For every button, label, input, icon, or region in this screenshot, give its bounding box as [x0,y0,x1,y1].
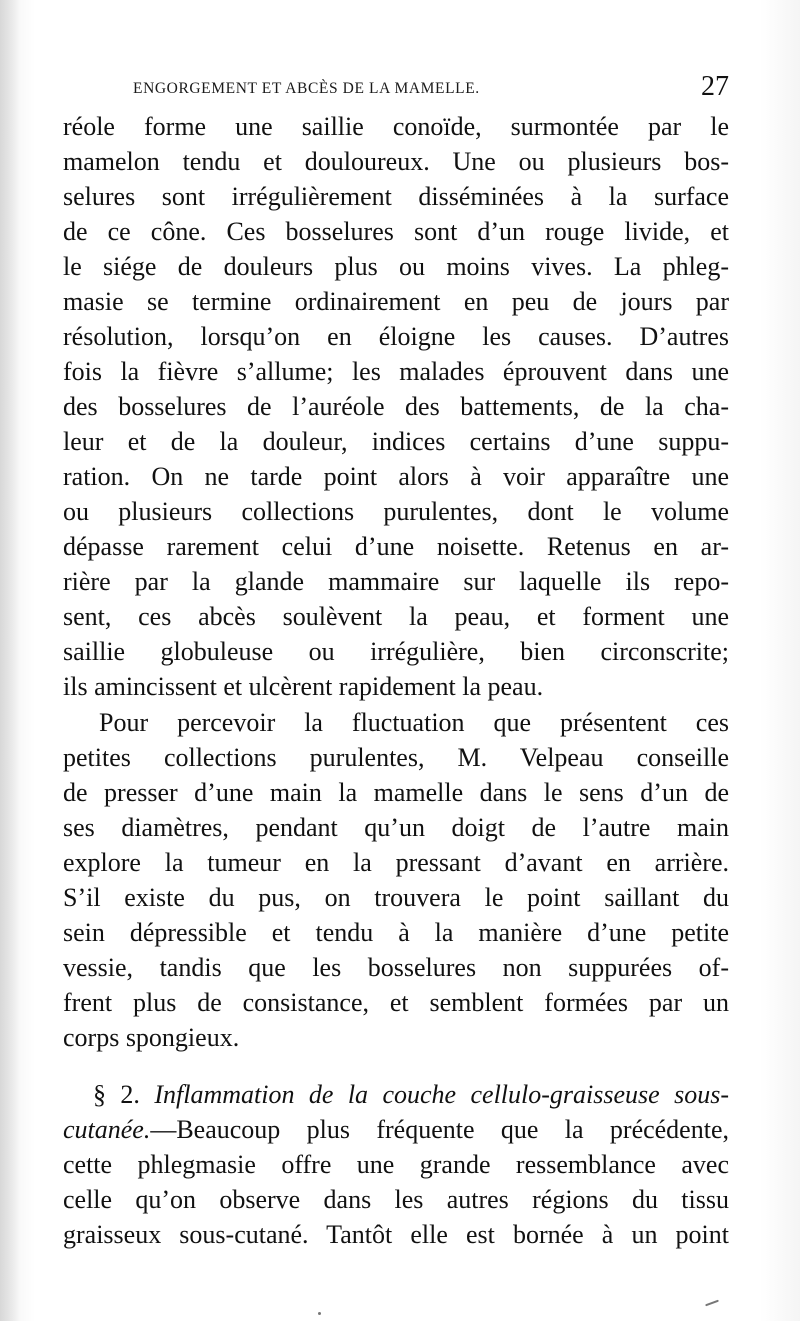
text-line: frent plus de consistance, et semblent formées par un [63,988,729,1017]
text-line: petites collections purulentes, M. Velpeau conseille [63,743,729,772]
text-line: sent, ces abcès soulèvent la peau, et forment une [63,602,729,631]
text-line: saillie globuleuse ou irrégulière, bien circonscrite; [63,637,729,666]
text-line: fois la fièvre s’allume; les malades éprouvent dans une [63,357,729,386]
text-line: ses diamètres, pendant qu’un doigt de l’autre main [63,813,729,842]
text-line: vessie, tandis que les bosselures non suppurées of- [63,953,729,982]
text-line: leur et de la douleur, indices certains d’une suppu- [63,427,729,456]
page-binding-shadow [0,0,20,1321]
section-title-continuation-line [63,1113,729,1147]
section-heading-line [63,1078,729,1112]
text-line: mamelon tendu et douloureux. Une ou plusieurs bos- [63,147,729,176]
paragraph-end-line: corps spongieux. [63,1023,240,1052]
text-line: le siége de douleurs plus ou moins vives. La phleg- [63,252,729,281]
section-first-sentence: —Beaucoup plus fréquente que la précédente, [150,1115,729,1144]
text-line: de presser d’une main la mamelle dans le sens d’un de [63,778,729,807]
text-line: ou plusieurs collections purulentes, dont le volume [63,497,729,526]
section-title: Inflammation de la couche cellulo-graisseuse sous- [154,1080,729,1109]
ink-mark [705,1300,719,1307]
text-line: S’il existe du pus, on trouvera le point saillant du [63,883,729,912]
section-number: § 2. [93,1080,140,1109]
running-header [133,71,729,108]
text-line: réole forme une saillie conoïde, surmontée par le [63,112,729,141]
text-line: ration. On ne tarde point alors à voir apparaître une [63,462,729,491]
page-number: 27 [701,71,729,102]
text-line: celle qu’on observe dans les autres régions du tissu [63,1185,729,1214]
text-line: résolution, lorsqu’on en éloigne les causes. D’autres [63,322,729,351]
text-line: de ce cône. Ces bosselures sont d’un rouge livide, et [63,217,729,246]
text-line: masie se termine ordinairement en peu de jours par [63,287,729,316]
text-line: rière par la glande mammaire sur laquelle ils repo- [63,567,729,596]
running-title: ENGORGEMENT ET ABCÈS DE LA MAMELLE. [133,80,480,97]
text-line: des bosselures de l’auréole des battements, de la cha- [63,392,729,421]
text-line: cette phlegmasie offre une grande ressemblance avec [63,1150,729,1179]
section-title-continued: cutanée. [63,1115,151,1144]
text-line: graisseux sous-cutané. Tantôt elle est bornée à un point [63,1220,729,1249]
text-line: sein dépressible et tendu à la manière d’une petite [63,918,729,947]
paragraph-end-line: ils amincissent et ulcèrent rapidement la peau. [63,672,544,701]
text-line: explore la tumeur en la pressant d’avant en arrière. [63,848,729,877]
paragraph-start-line: Pour percevoir la fluctuation que présentent ces [99,708,729,737]
text-line: selures sont irrégulièrement disséminées à la surface [63,182,729,211]
ink-speck [318,1312,321,1315]
text-line: dépasse rarement celui d’une noisette. Retenus en ar- [63,532,729,561]
